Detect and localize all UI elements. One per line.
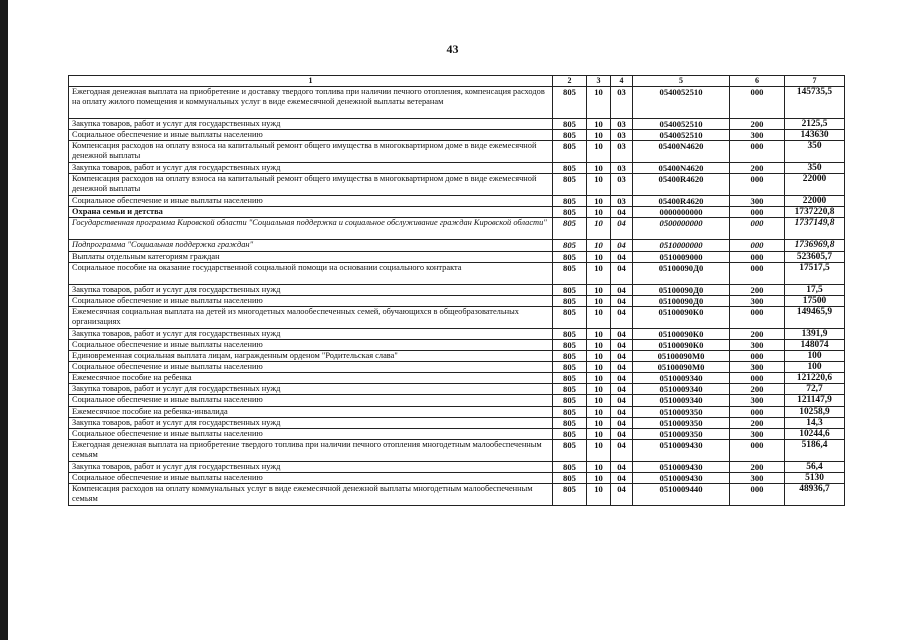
subsection-code-cell: 03 <box>611 119 633 130</box>
section-code-cell: 10 <box>587 428 611 439</box>
amount-cell: 5130 <box>785 472 845 483</box>
expense-type-cell: 000 <box>730 240 785 251</box>
target-article-cell: 05100090М0 <box>633 351 730 362</box>
header-cell: 7 <box>785 76 845 87</box>
expense-type-cell: 000 <box>730 141 785 163</box>
subsection-code-cell: 04 <box>611 207 633 218</box>
target-article-cell: 05400R4620 <box>633 174 730 196</box>
subsection-code-cell: 04 <box>611 384 633 395</box>
section-code-cell: 10 <box>587 395 611 406</box>
subsection-code-cell: 04 <box>611 461 633 472</box>
expense-type-cell: 200 <box>730 163 785 174</box>
ministry-code-cell: 805 <box>553 472 587 483</box>
ministry-code-cell: 805 <box>553 251 587 262</box>
section-code-cell: 10 <box>587 339 611 350</box>
item-name-cell: Социальное обеспечение и иные выплаты населению <box>69 295 553 306</box>
target-article-cell: 0540052510 <box>633 130 730 141</box>
section-code-cell: 10 <box>587 351 611 362</box>
subsection-code-cell: 04 <box>611 295 633 306</box>
target-article-cell: 05100090Д0 <box>633 262 730 284</box>
expense-type-cell: 000 <box>730 406 785 417</box>
table-row <box>69 295 845 306</box>
ministry-code-cell: 805 <box>553 384 587 395</box>
amount-cell: 143630 <box>785 130 845 141</box>
subsection-code-cell: 03 <box>611 130 633 141</box>
subsection-code-cell: 04 <box>611 218 633 240</box>
item-name-cell: Закупка товаров, работ и услуг для государственных нужд <box>69 163 553 174</box>
amount-cell: 56,4 <box>785 461 845 472</box>
subsection-code-cell: 04 <box>611 306 633 328</box>
item-name-cell: Социальное обеспечение и иные выплаты населению <box>69 362 553 373</box>
table-row <box>69 251 845 262</box>
amount-cell: 72,7 <box>785 384 845 395</box>
table-row <box>69 483 845 505</box>
amount-cell: 48936,7 <box>785 483 845 505</box>
expense-type-cell: 300 <box>730 395 785 406</box>
table-row <box>69 87 845 119</box>
subsection-code-cell: 04 <box>611 284 633 295</box>
expense-type-cell: 300 <box>730 339 785 350</box>
amount-cell: 1391,9 <box>785 328 845 339</box>
header-cell: 1 <box>69 76 553 87</box>
table-row <box>69 373 845 384</box>
table-row <box>69 339 845 350</box>
expense-type-cell: 000 <box>730 174 785 196</box>
ministry-code-cell: 805 <box>553 395 587 406</box>
table-row <box>69 406 845 417</box>
table-row <box>69 428 845 439</box>
target-article-cell: 0000000000 <box>633 207 730 218</box>
table-row <box>69 328 845 339</box>
ministry-code-cell: 805 <box>553 163 587 174</box>
item-name-cell: Компенсация расходов на оплату взноса на капитальный ремонт общего имущества в многоквартирном доме в виде ежемесячной денежной выплаты <box>69 174 553 196</box>
target-article-cell: 0540052510 <box>633 87 730 119</box>
section-code-cell: 10 <box>587 483 611 505</box>
subsection-code-cell: 04 <box>611 351 633 362</box>
amount-cell: 10258,9 <box>785 406 845 417</box>
table-row <box>69 461 845 472</box>
target-article-cell: 05400N4620 <box>633 141 730 163</box>
ministry-code-cell: 805 <box>553 284 587 295</box>
subsection-code-cell: 04 <box>611 439 633 461</box>
amount-cell: 2125,5 <box>785 119 845 130</box>
item-name-cell: Социальное пособие на оказание государственной социальной помощи на основании социального контракта <box>69 262 553 284</box>
ministry-code-cell: 805 <box>553 428 587 439</box>
page-number: 43 <box>446 42 459 56</box>
target-article-cell: 0510009430 <box>633 472 730 483</box>
expense-type-cell: 200 <box>730 417 785 428</box>
ministry-code-cell: 805 <box>553 130 587 141</box>
subsection-code-cell: 03 <box>611 196 633 207</box>
amount-cell: 10244,6 <box>785 428 845 439</box>
expense-type-cell: 000 <box>730 207 785 218</box>
target-article-cell: 0510009440 <box>633 483 730 505</box>
expense-type-cell: 000 <box>730 439 785 461</box>
subsection-code-cell: 03 <box>611 163 633 174</box>
expense-type-cell: 300 <box>730 428 785 439</box>
target-article-cell: 0510009340 <box>633 384 730 395</box>
expense-type-cell: 200 <box>730 284 785 295</box>
expense-type-cell: 000 <box>730 483 785 505</box>
item-name-cell: Ежемесячная социальная выплата на детей из многодетных малообеспеченных семей, обучающихся в общеобразовательных организациях <box>69 306 553 328</box>
item-name-cell: Закупка товаров, работ и услуг для государственных нужд <box>69 417 553 428</box>
table-row <box>69 196 845 207</box>
amount-cell: 5186,4 <box>785 439 845 461</box>
expense-type-cell: 000 <box>730 373 785 384</box>
section-code-cell: 10 <box>587 373 611 384</box>
subsection-code-cell: 04 <box>611 428 633 439</box>
expense-type-cell: 000 <box>730 251 785 262</box>
section-code-cell: 10 <box>587 461 611 472</box>
item-name-cell: Охрана семьи и детства <box>69 207 553 218</box>
target-article-cell: 0510009340 <box>633 373 730 384</box>
table-row <box>69 163 845 174</box>
target-article-cell: 05100090К0 <box>633 328 730 339</box>
section-code-cell: 10 <box>587 262 611 284</box>
expense-type-cell: 300 <box>730 295 785 306</box>
amount-cell: 1737149,8 <box>785 218 845 240</box>
scan-edge <box>0 0 8 640</box>
target-article-cell: 05400R4620 <box>633 196 730 207</box>
header-cell: 5 <box>633 76 730 87</box>
target-article-cell: 05100090Д0 <box>633 284 730 295</box>
table-row <box>69 262 845 284</box>
ministry-code-cell: 805 <box>553 119 587 130</box>
subsection-code-cell: 04 <box>611 328 633 339</box>
amount-cell: 14,3 <box>785 417 845 428</box>
table-row <box>69 362 845 373</box>
subsection-code-cell: 03 <box>611 141 633 163</box>
expense-type-cell: 200 <box>730 119 785 130</box>
section-code-cell: 10 <box>587 87 611 119</box>
budget-table <box>68 75 845 506</box>
item-name-cell: Закупка товаров, работ и услуг для государственных нужд <box>69 284 553 295</box>
section-code-cell: 10 <box>587 284 611 295</box>
table-row <box>69 417 845 428</box>
item-name-cell: Государственная программа Кировской области "Социальная поддержка и социальное обслуживание граждан Кировской области" <box>69 218 553 240</box>
item-name-cell: Закупка товаров, работ и услуг для государственных нужд <box>69 119 553 130</box>
target-article-cell: 0510009430 <box>633 461 730 472</box>
section-code-cell: 10 <box>587 196 611 207</box>
item-name-cell: Компенсация расходов на оплату взноса на капитальный ремонт общего имущества в многоквартирном доме в виде ежемесячной денежной выплаты <box>69 141 553 163</box>
item-name-cell: Ежегодная денежная выплата на приобретение и доставку твердого топлива при наличии печного отопления, компенсация расходов на оплату жилого помещения и коммунальных услуг в виде ежемесячной денежной выплаты ветеранам <box>69 87 553 119</box>
ministry-code-cell: 805 <box>553 295 587 306</box>
section-code-cell: 10 <box>587 207 611 218</box>
ministry-code-cell: 805 <box>553 351 587 362</box>
section-code-cell: 10 <box>587 406 611 417</box>
subsection-code-cell: 04 <box>611 483 633 505</box>
header-cell: 6 <box>730 76 785 87</box>
amount-cell: 1736969,8 <box>785 240 845 251</box>
ministry-code-cell: 805 <box>553 207 587 218</box>
amount-cell: 1737220,8 <box>785 207 845 218</box>
expense-type-cell: 000 <box>730 306 785 328</box>
target-article-cell: 0510009350 <box>633 417 730 428</box>
target-article-cell: 0540052510 <box>633 119 730 130</box>
ministry-code-cell: 805 <box>553 417 587 428</box>
ministry-code-cell: 805 <box>553 439 587 461</box>
ministry-code-cell: 805 <box>553 461 587 472</box>
table-row <box>69 240 845 251</box>
amount-cell: 350 <box>785 163 845 174</box>
expense-type-cell: 000 <box>730 87 785 119</box>
table-row <box>69 141 845 163</box>
amount-cell: 17517,5 <box>785 262 845 284</box>
subsection-code-cell: 03 <box>611 174 633 196</box>
expense-type-cell: 300 <box>730 130 785 141</box>
target-article-cell: 0510009430 <box>633 439 730 461</box>
subsection-code-cell: 04 <box>611 251 633 262</box>
item-name-cell: Ежемесячное пособие на ребенка-инвалида <box>69 406 553 417</box>
table-row <box>69 439 845 461</box>
subsection-code-cell: 04 <box>611 240 633 251</box>
target-article-cell: 05400N4620 <box>633 163 730 174</box>
ministry-code-cell: 805 <box>553 174 587 196</box>
section-code-cell: 10 <box>587 218 611 240</box>
section-code-cell: 10 <box>587 295 611 306</box>
amount-cell: 17500 <box>785 295 845 306</box>
section-code-cell: 10 <box>587 174 611 196</box>
item-name-cell: Социальное обеспечение и иные выплаты населению <box>69 339 553 350</box>
section-code-cell: 10 <box>587 472 611 483</box>
amount-cell: 145735,5 <box>785 87 845 119</box>
table-row <box>69 384 845 395</box>
ministry-code-cell: 805 <box>553 328 587 339</box>
table-header-row <box>69 76 845 87</box>
target-article-cell: 0510009340 <box>633 395 730 406</box>
target-article-cell: 0510000000 <box>633 240 730 251</box>
subsection-code-cell: 04 <box>611 395 633 406</box>
ministry-code-cell: 805 <box>553 362 587 373</box>
item-name-cell: Единовременная социальная выплата лицам, награжденным орденом "Родительская слава" <box>69 351 553 362</box>
amount-cell: 100 <box>785 351 845 362</box>
target-article-cell: 0500000000 <box>633 218 730 240</box>
item-name-cell: Социальное обеспечение и иные выплаты населению <box>69 472 553 483</box>
table-row <box>69 351 845 362</box>
header-cell: 4 <box>611 76 633 87</box>
section-code-cell: 10 <box>587 362 611 373</box>
ministry-code-cell: 805 <box>553 196 587 207</box>
ministry-code-cell: 805 <box>553 87 587 119</box>
table-row <box>69 174 845 196</box>
section-code-cell: 10 <box>587 417 611 428</box>
ministry-code-cell: 805 <box>553 306 587 328</box>
table-row <box>69 119 845 130</box>
expense-type-cell: 300 <box>730 472 785 483</box>
amount-cell: 22000 <box>785 174 845 196</box>
item-name-cell: Компенсация расходов на оплату коммунальных услуг в виде ежемесячной денежной выплаты многодетным малообеспеченным семьям <box>69 483 553 505</box>
table-row <box>69 395 845 406</box>
section-code-cell: 10 <box>587 306 611 328</box>
section-code-cell: 10 <box>587 119 611 130</box>
section-code-cell: 10 <box>587 384 611 395</box>
subsection-code-cell: 03 <box>611 87 633 119</box>
section-code-cell: 10 <box>587 439 611 461</box>
amount-cell: 100 <box>785 362 845 373</box>
table-row <box>69 130 845 141</box>
expense-type-cell: 200 <box>730 384 785 395</box>
item-name-cell: Подпрограмма "Социальная поддержка граждан" <box>69 240 553 251</box>
section-code-cell: 10 <box>587 251 611 262</box>
amount-cell: 22000 <box>785 196 845 207</box>
target-article-cell: 05100090Д0 <box>633 295 730 306</box>
ministry-code-cell: 805 <box>553 240 587 251</box>
expense-type-cell: 300 <box>730 196 785 207</box>
amount-cell: 350 <box>785 141 845 163</box>
table-row <box>69 306 845 328</box>
expense-type-cell: 300 <box>730 362 785 373</box>
item-name-cell: Ежемесячное пособие на ребенка <box>69 373 553 384</box>
amount-cell: 121220,6 <box>785 373 845 384</box>
section-code-cell: 10 <box>587 163 611 174</box>
expense-type-cell: 000 <box>730 262 785 284</box>
section-code-cell: 10 <box>587 141 611 163</box>
item-name-cell: Закупка товаров, работ и услуг для государственных нужд <box>69 328 553 339</box>
ministry-code-cell: 805 <box>553 262 587 284</box>
ministry-code-cell: 805 <box>553 373 587 384</box>
section-code-cell: 10 <box>587 328 611 339</box>
amount-cell: 121147,9 <box>785 395 845 406</box>
ministry-code-cell: 805 <box>553 483 587 505</box>
ministry-code-cell: 805 <box>553 406 587 417</box>
amount-cell: 148074 <box>785 339 845 350</box>
target-article-cell: 0510009350 <box>633 406 730 417</box>
target-article-cell: 0510009350 <box>633 428 730 439</box>
header-cell: 2 <box>553 76 587 87</box>
item-name-cell: Закупка товаров, работ и услуг для государственных нужд <box>69 384 553 395</box>
item-name-cell: Социальное обеспечение и иные выплаты населению <box>69 395 553 406</box>
item-name-cell: Социальное обеспечение и иные выплаты населению <box>69 196 553 207</box>
target-article-cell: 05100090М0 <box>633 362 730 373</box>
item-name-cell: Социальное обеспечение и иные выплаты населению <box>69 130 553 141</box>
expense-type-cell: 200 <box>730 461 785 472</box>
ministry-code-cell: 805 <box>553 141 587 163</box>
expense-type-cell: 000 <box>730 218 785 240</box>
target-article-cell: 0510009000 <box>633 251 730 262</box>
subsection-code-cell: 04 <box>611 362 633 373</box>
item-name-cell: Ежегодная денежная выплата на приобретение твердого топлива при наличии печного отопления многодетным малообеспеченным семьям <box>69 439 553 461</box>
amount-cell: 523605,7 <box>785 251 845 262</box>
header-cell: 3 <box>587 76 611 87</box>
target-article-cell: 05100090К0 <box>633 339 730 350</box>
table-row <box>69 284 845 295</box>
table-row <box>69 218 845 240</box>
expense-type-cell: 000 <box>730 351 785 362</box>
subsection-code-cell: 04 <box>611 262 633 284</box>
amount-cell: 149465,9 <box>785 306 845 328</box>
subsection-code-cell: 04 <box>611 406 633 417</box>
item-name-cell: Закупка товаров, работ и услуг для государственных нужд <box>69 461 553 472</box>
item-name-cell: Выплаты отдельным категориям граждан <box>69 251 553 262</box>
subsection-code-cell: 04 <box>611 339 633 350</box>
table-row <box>69 207 845 218</box>
amount-cell: 17,5 <box>785 284 845 295</box>
section-code-cell: 10 <box>587 130 611 141</box>
section-code-cell: 10 <box>587 240 611 251</box>
item-name-cell: Социальное обеспечение и иные выплаты населению <box>69 428 553 439</box>
ministry-code-cell: 805 <box>553 339 587 350</box>
table-row <box>69 472 845 483</box>
ministry-code-cell: 805 <box>553 218 587 240</box>
subsection-code-cell: 04 <box>611 417 633 428</box>
subsection-code-cell: 04 <box>611 472 633 483</box>
target-article-cell: 05100090К0 <box>633 306 730 328</box>
expense-type-cell: 200 <box>730 328 785 339</box>
subsection-code-cell: 04 <box>611 373 633 384</box>
